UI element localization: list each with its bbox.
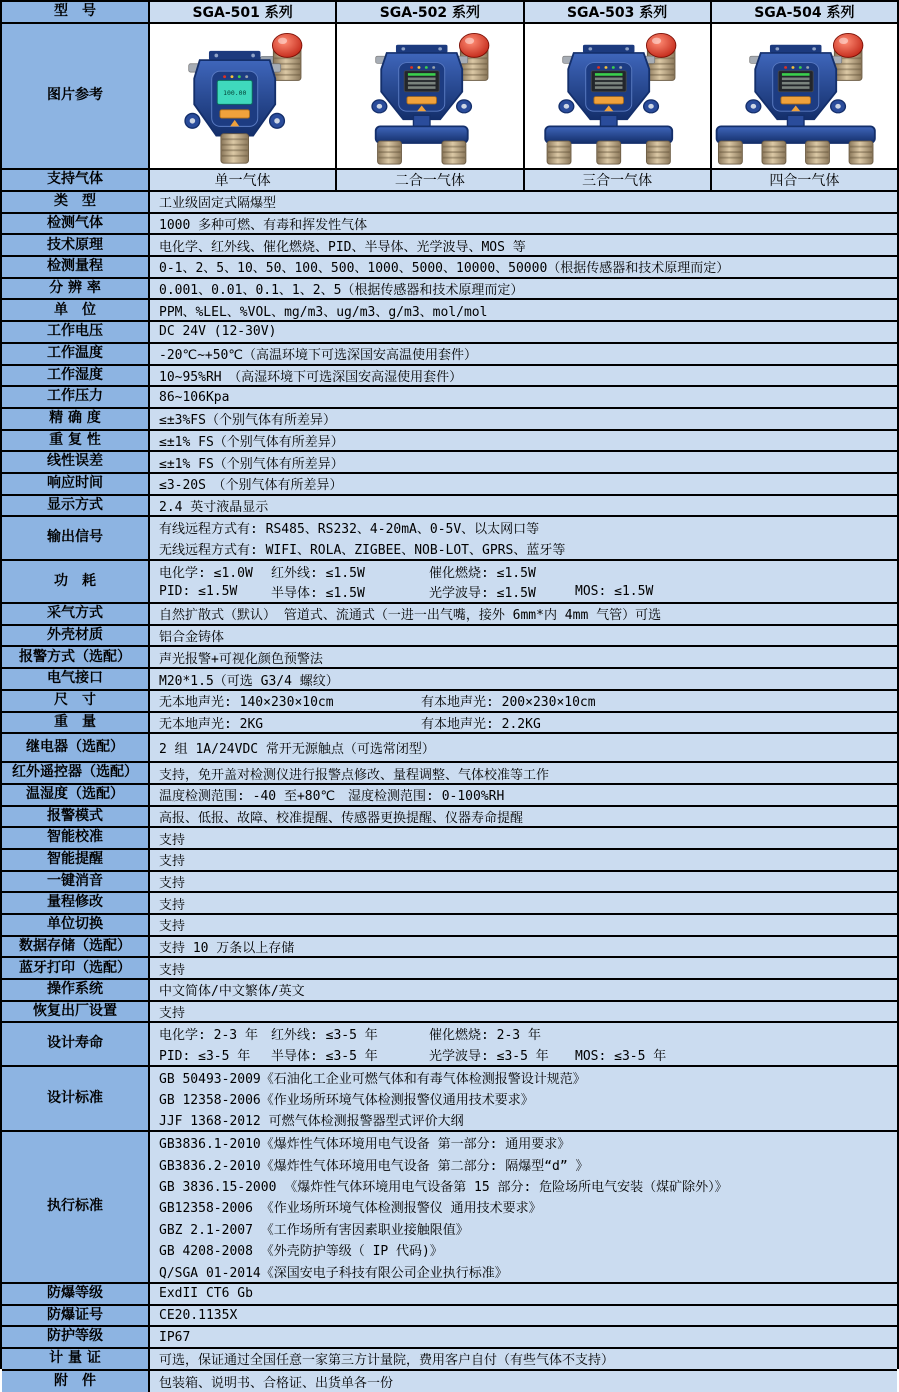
row-label-image-reference: 图片参考 [2, 24, 150, 168]
spec-row-label: 执行标准 [2, 1132, 150, 1282]
spec-row-label: 显示方式 [2, 496, 150, 516]
spec-line: Q/SGA 01-2014《深国安电子科技有限公司企业执行标准》 [159, 1265, 508, 1281]
spec-row [2, 1002, 897, 1024]
model-header-cell: SGA-501 系列 [150, 2, 337, 22]
spec-row-label: 响应时间 [2, 474, 150, 494]
spec-row [2, 669, 897, 691]
model-header-cell: SGA-503 系列 [525, 2, 712, 22]
spec-row-label: 电气接口 [2, 669, 150, 689]
spec-row-value [150, 915, 897, 935]
spec-row [2, 387, 897, 409]
spec-row [2, 872, 897, 894]
spec-row-label: 类 型 [2, 192, 150, 212]
spec-line: GB12358-2006 《作业场所环境气体检测报警仪 通用技术要求》 [159, 1201, 542, 1217]
spec-segment: 催化燃烧: 2-3 年 [429, 1028, 541, 1044]
spec-line: 可选，保证通过全国任意一家第三方计量院，费用客户自付（有些气体不支持） [159, 1353, 615, 1369]
spec-line: ≤±3%FS（个别气体有所差异） [159, 413, 336, 429]
spec-row-value [150, 647, 897, 667]
spec-row [2, 1306, 897, 1328]
spec-row-label: 设计寿命 [2, 1023, 150, 1064]
spec-row-value [150, 893, 897, 913]
spec-row-value [150, 734, 897, 761]
spec-row [2, 915, 897, 937]
spec-row-label: 报警模式 [2, 807, 150, 827]
spec-row-value [150, 452, 897, 472]
spec-row-label: 分 辨 率 [2, 279, 150, 299]
spec-row [2, 452, 897, 474]
spec-row [2, 192, 897, 214]
spec-line: GBZ 2.1-2007 《工作场所有害因素职业接触限值》 [159, 1222, 469, 1238]
spec-line: 2.4 英寸液晶显示 [159, 499, 269, 515]
gas-detector-illustration [155, 27, 331, 165]
model-header-cell: SGA-504 系列 [712, 2, 897, 22]
spec-row-label: 智能提醒 [2, 850, 150, 870]
spec-line: 0-1、2、5、10、50、100、500、1000、5000、10000、50000（根据传感器和技术原理而定） [159, 261, 730, 277]
spec-segment: 红外线: ≤1.5W [271, 565, 365, 581]
gas-detector-illustration [716, 27, 892, 165]
spec-line: GB3836.1-2010《爆炸性气体环境用电气设备 第一部分: 通用要求》 [159, 1137, 571, 1153]
spec-row-label: 线性误差 [2, 452, 150, 472]
spec-row [2, 517, 897, 560]
spec-row-value [150, 257, 897, 277]
supported-gas-cell: 二合一气体 [337, 170, 524, 190]
spec-row-label: 采气方式 [2, 604, 150, 624]
spec-row-value [150, 344, 897, 364]
spec-line: 支持 [159, 876, 186, 891]
spec-line: GB3836.2-2010《爆炸性气体环境用电气设备 第二部分: 隔爆型“d” 》 [159, 1158, 589, 1174]
spec-row-label: 防爆证号 [2, 1306, 150, 1326]
spec-line: GB 4208-2008 《外壳防护等级（ IP 代码)》 [159, 1244, 443, 1260]
spec-row-value [150, 1002, 897, 1022]
spec-segment: 红外线: ≤3-5 年 [271, 1028, 378, 1044]
spec-row [2, 1132, 897, 1284]
spec-line: 无线远程方式有: WIFI、ROLA、ZIGBEE、NOB-LOT、GPRS、蓝牙等 [159, 542, 566, 558]
spec-row-label: 防爆等级 [2, 1284, 150, 1304]
spec-line: 支持 10 万条以上存储 [159, 941, 295, 957]
spec-line: 支持 [159, 897, 186, 913]
spec-segment: 有本地声光: 2.2KG [421, 716, 541, 732]
spec-row-value [150, 713, 897, 733]
spec-row-value [150, 850, 897, 870]
spec-row-label: 附 件 [2, 1371, 150, 1392]
spec-row [2, 366, 897, 388]
spec-row [2, 958, 897, 980]
supported-gas-cell: 单一气体 [150, 170, 337, 190]
spec-row-label: 精 确 度 [2, 409, 150, 429]
spec-row-label: 数据存储（选配） [2, 937, 150, 957]
spec-line: 支持 [159, 919, 186, 935]
spec-row-label: 检测量程 [2, 257, 150, 277]
spec-row [2, 604, 897, 626]
spec-row [2, 626, 897, 648]
spec-row-value [150, 214, 897, 234]
spec-segment: PID: ≤3-5 年 [159, 1049, 251, 1064]
supported-gas-cells [150, 170, 897, 190]
spec-line [159, 1044, 897, 1065]
spec-row [2, 235, 897, 257]
spec-row-value [150, 366, 897, 386]
spec-segment: 无本地声光: 2KG [159, 716, 264, 732]
spec-line: 包装箱、说明书、合格证、出货单各一份 [159, 1375, 394, 1391]
spec-line: 支持 [159, 832, 186, 848]
gas-detector-illustration [342, 27, 518, 165]
spec-row-value [150, 474, 897, 494]
supported-gas-cell: 三合一气体 [525, 170, 712, 190]
spec-row [2, 713, 897, 735]
spec-row-label: 技术原理 [2, 235, 150, 255]
spec-row-label: 继电器（选配） [2, 734, 150, 761]
spec-line: 86~106Kpa [159, 389, 230, 405]
spec-row-label: 防护等级 [2, 1327, 150, 1347]
spec-rows-container [2, 192, 897, 1392]
spec-line: ≤±1% FS（个别气体有所差异） [159, 434, 344, 450]
spec-row [2, 561, 897, 604]
model-header-cells [150, 2, 897, 22]
spec-row-value [150, 1327, 897, 1347]
spec-row-value [150, 604, 897, 624]
spec-line: GB 50493-2009《石油化工企业可燃气体和有毒气体检测报警设计规范》 [159, 1071, 586, 1087]
spec-segment: 催化燃烧: ≤1.5W [429, 565, 536, 581]
spec-row [2, 409, 897, 431]
spec-row-value [150, 387, 897, 407]
svg-text:100.00: 100.00 [222, 89, 246, 98]
spec-row [2, 322, 897, 344]
spec-line: ≤±1% FS（个别气体有所差异） [159, 456, 344, 472]
spec-segment: 半导体: ≤3-5 年 [271, 1049, 378, 1064]
spec-row [2, 300, 897, 322]
spec-row-value [150, 937, 897, 957]
spec-row-label: 红外遥控器（选配） [2, 763, 150, 783]
spec-row-value [150, 958, 897, 978]
spec-row-value [150, 691, 897, 711]
spec-row [2, 474, 897, 496]
spec-row-value [150, 980, 897, 1000]
spec-line: 工业级固定式隔爆型 [159, 196, 277, 212]
spec-line [159, 581, 897, 602]
spec-row-value [150, 669, 897, 689]
spec-row-label: 工作温度 [2, 344, 150, 364]
spec-row-value [150, 872, 897, 892]
spec-line: IP67 [159, 1329, 191, 1345]
spec-row [2, 214, 897, 236]
spec-row-value [150, 431, 897, 451]
spec-row-value [150, 300, 897, 320]
spec-row-label: 温湿度（选配） [2, 785, 150, 805]
spec-row-value [150, 1067, 897, 1130]
spec-segment: 半导体: ≤1.5W [271, 586, 365, 602]
spec-line: 自然扩散式（默认） 管道式、流通式（一进一出气嘴，接外 6mm*内 4mm 气管）可选 [159, 608, 662, 624]
spec-row [2, 807, 897, 829]
spec-row [2, 647, 897, 669]
spec-row-value [150, 828, 897, 848]
spec-row [2, 1327, 897, 1349]
spec-line: GB 3836.15-2000 《爆炸性气体环境用电气设备第 15 部分: 危险场所电气安装（煤矿除外）》 [159, 1180, 728, 1195]
spec-row-value [150, 1371, 897, 1392]
spec-row [2, 980, 897, 1002]
spec-row-value [150, 235, 897, 255]
spec-line: 中文简体/中文繁体/英文 [159, 984, 305, 1000]
spec-row-label: 尺 寸 [2, 691, 150, 711]
spec-row [2, 431, 897, 453]
spec-line: 有线远程方式有: RS485、RS232、4-20mA、0-5V、以太网口等 [159, 522, 540, 538]
spec-row [2, 1067, 897, 1132]
spec-row [2, 763, 897, 785]
spec-segment: 光学波导: ≤1.5W [429, 586, 536, 602]
spec-row [2, 937, 897, 959]
spec-row-label: 报警方式（选配） [2, 647, 150, 667]
spec-line [159, 561, 897, 582]
spec-segment: MOS: ≤3-5 年 [575, 1049, 667, 1064]
spec-line: ExdII CT6 Gb [159, 1286, 253, 1302]
spec-line: 声光报警+可视化颜色预警法 [159, 651, 323, 667]
spec-segment: 电化学: ≤1.0W [159, 565, 253, 581]
spec-row-value [150, 785, 897, 805]
product-image-cells [150, 24, 897, 168]
device-image-sga-504 [712, 24, 897, 168]
spec-segment: PID: ≤1.5W [159, 584, 238, 600]
spec-segment: 无本地声光: 140×230×10cm [159, 695, 334, 711]
spec-line: 电化学、红外线、催化燃烧、PID、半导体、光学波导、MOS 等 [159, 239, 526, 255]
spec-row [2, 828, 897, 850]
spec-row-value [150, 807, 897, 827]
spec-row [2, 496, 897, 518]
device-image-sga-502 [337, 24, 524, 168]
spec-line: 高报、低报、故障、校准提醒、传感器更换提醒、仪器寿命提醒 [159, 810, 524, 826]
spec-row-label: 工作湿度 [2, 366, 150, 386]
row-label-supported-gas: 支持气体 [2, 170, 150, 190]
spec-row-label: 检测气体 [2, 214, 150, 234]
spec-row-value [150, 763, 897, 783]
spec-row-label: 蓝牙打印（选配） [2, 958, 150, 978]
spec-line: CE20.1135X [159, 1307, 238, 1323]
spec-line: PPM、%LEL、%VOL、mg/m3、ug/m3、g/m3、mol/mol [159, 304, 488, 320]
product-images-row [2, 24, 897, 170]
spec-row-label: 重 复 性 [2, 431, 150, 451]
supported-gas-cell: 四合一气体 [712, 170, 897, 190]
gas-detector-illustration [529, 27, 705, 165]
spec-row-value [150, 409, 897, 429]
spec-row [2, 893, 897, 915]
spec-line: DC 24V (12-30V) [159, 324, 277, 340]
spec-row-label: 一键消音 [2, 872, 150, 892]
spec-row [2, 691, 897, 713]
spec-row-label: 工作压力 [2, 387, 150, 407]
spec-row-value [150, 496, 897, 516]
spec-row [2, 1284, 897, 1306]
spec-row-label: 操作系统 [2, 980, 150, 1000]
device-image-sga-503 [525, 24, 712, 168]
spec-line: GB 12358-2006《作业场所环境气体检测报警仪通用技术要求》 [159, 1092, 534, 1108]
spec-row-label: 功 耗 [2, 561, 150, 602]
spec-row-label: 外壳材质 [2, 626, 150, 646]
spec-row-label: 单位切换 [2, 915, 150, 935]
spec-line: 2 组 1A/24VDC 常开无源触点（可选常闭型） [159, 742, 435, 758]
spec-row-label: 输出信号 [2, 517, 150, 558]
spec-line [159, 691, 897, 711]
spec-row-label: 单 位 [2, 300, 150, 320]
spec-line: JJF 1368-2012 可燃气体检测报警器型式评价大纲 [159, 1113, 464, 1129]
spec-line [159, 713, 897, 733]
spec-line: 支持 [159, 1006, 186, 1022]
spec-row [2, 1349, 897, 1371]
spec-row-label: 工作电压 [2, 322, 150, 342]
spec-line: 支持 [159, 962, 186, 978]
spec-row-label: 恢复出厂设置 [2, 1002, 150, 1022]
spec-row-value [150, 1132, 897, 1282]
spec-line: ≤3-20S （个别气体有所差异） [159, 478, 343, 494]
spec-row-value [150, 517, 897, 558]
spec-row [2, 785, 897, 807]
supported-gas-row [2, 170, 897, 192]
model-header-row [2, 2, 897, 24]
spec-line: 支持，免开盖对检测仪进行报警点修改、量程调整、气体校准等工作 [159, 767, 550, 783]
spec-row [2, 257, 897, 279]
spec-line: -20℃~+50℃（高温环境下可选深国安高温使用套件） [159, 348, 477, 364]
row-label-model: 型 号 [2, 2, 150, 22]
spec-row-label: 设计标准 [2, 1067, 150, 1130]
spec-row [2, 1371, 897, 1392]
device-image-sga-501 [150, 24, 337, 168]
spec-line: 温度检测范围: -40 至+80℃ 湿度检测范围: 0-100%RH [159, 789, 505, 805]
spec-row-value [150, 1349, 897, 1369]
spec-row-value [150, 561, 897, 602]
spec-segment: MOS: ≤1.5W [575, 584, 654, 600]
spec-row-value [150, 1023, 897, 1064]
spec-row-label: 重 量 [2, 713, 150, 733]
spec-row-value [150, 192, 897, 212]
spec-row-label: 量程修改 [2, 893, 150, 913]
spec-segment: 有本地声光: 200×230×10cm [421, 695, 596, 711]
model-header-cell: SGA-502 系列 [337, 2, 524, 22]
spec-row-label: 智能校准 [2, 828, 150, 848]
spec-row-value [150, 626, 897, 646]
spec-row-value [150, 279, 897, 299]
spec-line: M20*1.5（可选 G3/4 螺纹） [159, 673, 339, 689]
spec-row [2, 279, 897, 301]
spec-line: 1000 多种可燃、有毒和挥发性气体 [159, 218, 368, 234]
spec-segment: 电化学: 2-3 年 [159, 1028, 258, 1044]
spec-row [2, 344, 897, 366]
spec-row-value [150, 322, 897, 342]
spec-segment: 光学波导: ≤3-5 年 [429, 1049, 549, 1064]
spec-line: 支持 [159, 854, 186, 870]
spec-row-value [150, 1306, 897, 1326]
spec-row [2, 734, 897, 763]
spec-row [2, 1023, 897, 1066]
spec-line [159, 1023, 897, 1044]
spec-line: 0.001、0.01、0.1、1、2、5（根据传感器和技术原理而定） [159, 283, 524, 299]
spec-row-value [150, 1284, 897, 1304]
spec-row-label: 计 量 证 [2, 1349, 150, 1369]
spec-row [2, 850, 897, 872]
spec-line: 铝合金铸体 [159, 630, 225, 646]
spec-line: 10~95%RH （高湿环境下可选深国安高湿使用套件） [159, 369, 463, 385]
